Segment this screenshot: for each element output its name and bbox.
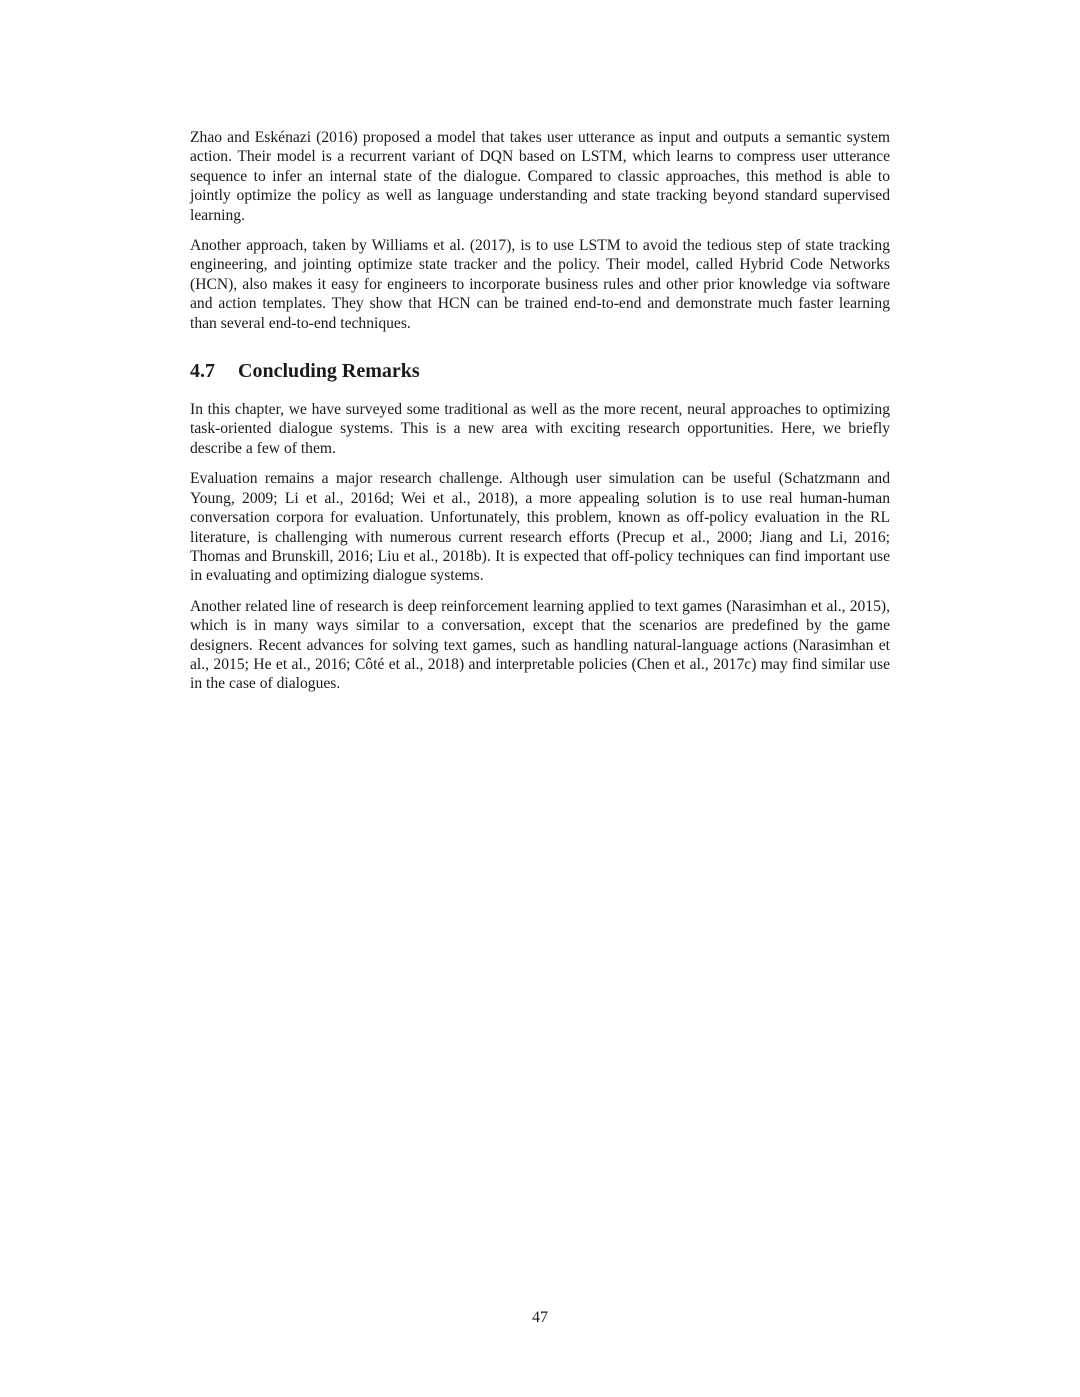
section-number: 4.7 xyxy=(190,360,215,383)
section-heading xyxy=(190,359,890,383)
paragraph-evaluation: Evaluation remains a major research challenge. Although user simulation can be useful (Schatzmann and Young, 2009; Li et al., 2016d; Wei et al., 2018), a more appealing solution is to use real human-human conversation corpora for evaluation. Unfortunately, this problem, known as off-policy evaluation in the RL literature, is challenging with numerous current research efforts (Precup et al., 2000; Jiang and Li, 2016; Thomas and Brunskill, 2016; Liu et al., 2018b). It is expected that off-policy techniques can find important use in evaluating and optimizing dialogue systems. xyxy=(190,470,890,585)
page-number: 47 xyxy=(532,1309,548,1326)
paragraph-zhao-eskenazi: Zhao and Eskénazi (2016) proposed a model that takes user utterance as input and outputs a semantic system action. Their model is a recurrent variant of DQN based on LSTM, which learns to compress user utterance sequence to infer an internal state of the dialogue. Compared to classic approaches, this method is able to jointly optimize the policy as well as language understanding and state tracking beyond standard supervised learning. xyxy=(190,129,890,224)
paragraph-chapter-summary: In this chapter, we have surveyed some traditional as well as the more recent, neural approaches to optimizing task-oriented dialogue systems. This is a new area with exciting research opportunities. Here, we briefly describe a few of them. xyxy=(190,401,890,457)
paragraph-text-games: Another related line of research is deep reinforcement learning applied to text games (Narasimhan et al., 2015), which is in many ways similar to a conversation, except that the scenarios are predefined by the game designers. Recent advances for solving text games, such as handling natural-language actions (Narasimhan et al., 2015; He et al., 2016; Côté et al., 2018) and interpretable policies (Chen et al., 2017c) may find similar use in the case of dialogues. xyxy=(190,597,890,693)
paragraph-williams-hcn: Another approach, taken by Williams et al. (2017), is to use LSTM to avoid the tedious step of state tracking engineering, and jointing optimize state tracker and the policy. Their model, called Hybrid Code Networks (HCN), also makes it easy for engineers to incorporate business rules and other prior knowledge via software and action templates. They show that HCN can be trained end-to-end and demonstrate much faster learning than several end-to-end techniques. xyxy=(190,237,890,332)
page-body xyxy=(190,128,890,705)
section-title: Concluding Remarks xyxy=(238,360,420,383)
